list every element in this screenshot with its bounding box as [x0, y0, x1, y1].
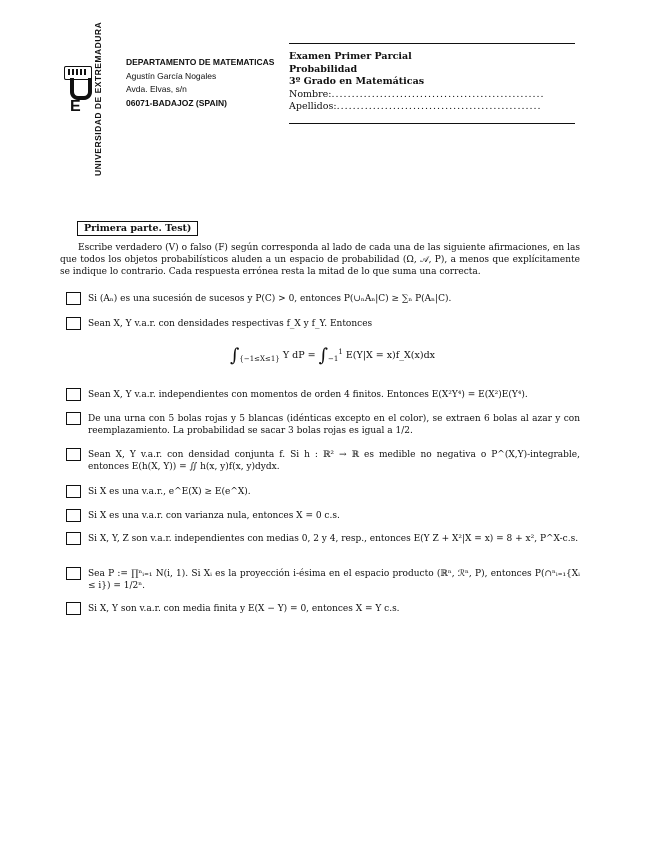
answer-checkbox[interactable]: [66, 292, 81, 305]
question-text: Sean X, Y v.a.r. con densidad conjunta f. Si h : ℝ² → ℝ es medible no negativa o P^(X,Y)-integrable, entonces E(h(X, Y)) = ∬ h(x, y)f(x, y)dydx.: [88, 450, 580, 472]
department-city: 06071-BADAJOZ (SPAIN): [126, 97, 227, 108]
question-text: Sea P := ∏ⁿᵢ₌₁ N(i, 1). Si Xᵢ es la proyección i-ésima en el espacio producto (ℝⁿ, ℛⁿ, P), entonces P(∩ⁿᵢ₌₁{Xᵢ ≤ i}) = 1/2ⁿ.: [88, 569, 580, 591]
header-rule-top: [289, 43, 575, 44]
department-person: Agustín García Nogales: [126, 70, 217, 81]
exam-title: Examen Primer Parcial: [289, 51, 412, 62]
name-line: Nombre:.....................................................: [289, 88, 545, 100]
exam-subject: Probabilidad: [289, 63, 358, 75]
answer-checkbox[interactable]: [66, 388, 81, 401]
surname-line: Apellidos:...................................................: [289, 101, 542, 112]
section-title: Primera parte. Test): [77, 221, 198, 236]
name-label: Nombre:: [289, 88, 332, 100]
department-block: [126, 56, 274, 110]
surname-label: Apellidos:: [289, 101, 337, 112]
section-intro: Escribe verdadero (V) o falso (F) según corresponda al lado de cada una de las siguiente afirmaciones, en las que todos los objetos probabilísticos aluden a un espacio de probabilidad (Ω, 𝒜, P), a menos que explícitamente se indique lo contrario. Cada respuesta errónea resta la mitad de lo que suma una correcta.: [60, 243, 580, 277]
question-text: Si X, Y son v.a.r. con media finita y E(X − Y) = 0, entonces X = Y c.s.: [88, 604, 400, 614]
question-text: Si X es una v.a.r. con varianza nula, entonces X = 0 c.s.: [88, 511, 340, 521]
u-logo-icon: [70, 78, 92, 100]
question-text: Sean X, Y v.a.r. con densidades respectivas f_X y f_Y. Entonces: [88, 319, 373, 329]
university-name-vertical: UNIVERSIDAD DE EXTREMADURA: [93, 21, 103, 176]
answer-checkbox[interactable]: [66, 412, 81, 425]
answer-checkbox[interactable]: [66, 567, 81, 580]
answer-checkbox[interactable]: [66, 509, 81, 522]
answer-checkbox[interactable]: [66, 532, 81, 545]
answer-checkbox[interactable]: [66, 602, 81, 615]
answer-checkbox[interactable]: [66, 448, 81, 461]
department-address: Avda. Elvas, s/n: [126, 84, 187, 94]
department-name: DEPARTAMENTO DE MATEMATICAS: [126, 57, 275, 67]
question-text: Sean X, Y v.a.r. independientes con momentos de orden 4 finitos. Entonces E(X²Y⁴) = E(X²)E(Y⁴).: [88, 390, 528, 400]
answer-checkbox[interactable]: [66, 317, 81, 330]
exam-header: [289, 51, 545, 114]
question-text: Si X, Y, Z son v.a.r. independientes con medias 0, 2 y 4, resp., entonces E(Y Z + X²|X = x) = 8 + x², P^X-c.s.: [88, 534, 579, 544]
question-text: Si (Aₙ) es una sucesión de sucesos y P(C) > 0, entonces P(∪ₙAₙ|C) ≥ ∑ₙ P(Aₙ|C).: [88, 294, 452, 304]
header-rule-bottom: [289, 123, 575, 124]
display-formula: $\int_{\{-1\le X\le 1\}}$ Y dP = $\int_{-1}^1$ E(Y|X = x)f_X(x)dx: [230, 345, 436, 366]
exam-course: 3º Grado en Matemáticas: [289, 76, 425, 87]
e-logo-icon: E: [70, 98, 81, 115]
question-text: De una urna con 5 bolas rojas y 5 blancas (idénticas excepto en el color), se extraen 6 bolas al azar y con reemplazamiento. La probabilidad se sacar 3 bolas rojas es igual a 1/2.: [88, 414, 580, 436]
question-text: Si X es una v.a.r., e^E(X) ≥ E(e^X).: [88, 487, 251, 497]
answer-checkbox[interactable]: [66, 485, 81, 498]
